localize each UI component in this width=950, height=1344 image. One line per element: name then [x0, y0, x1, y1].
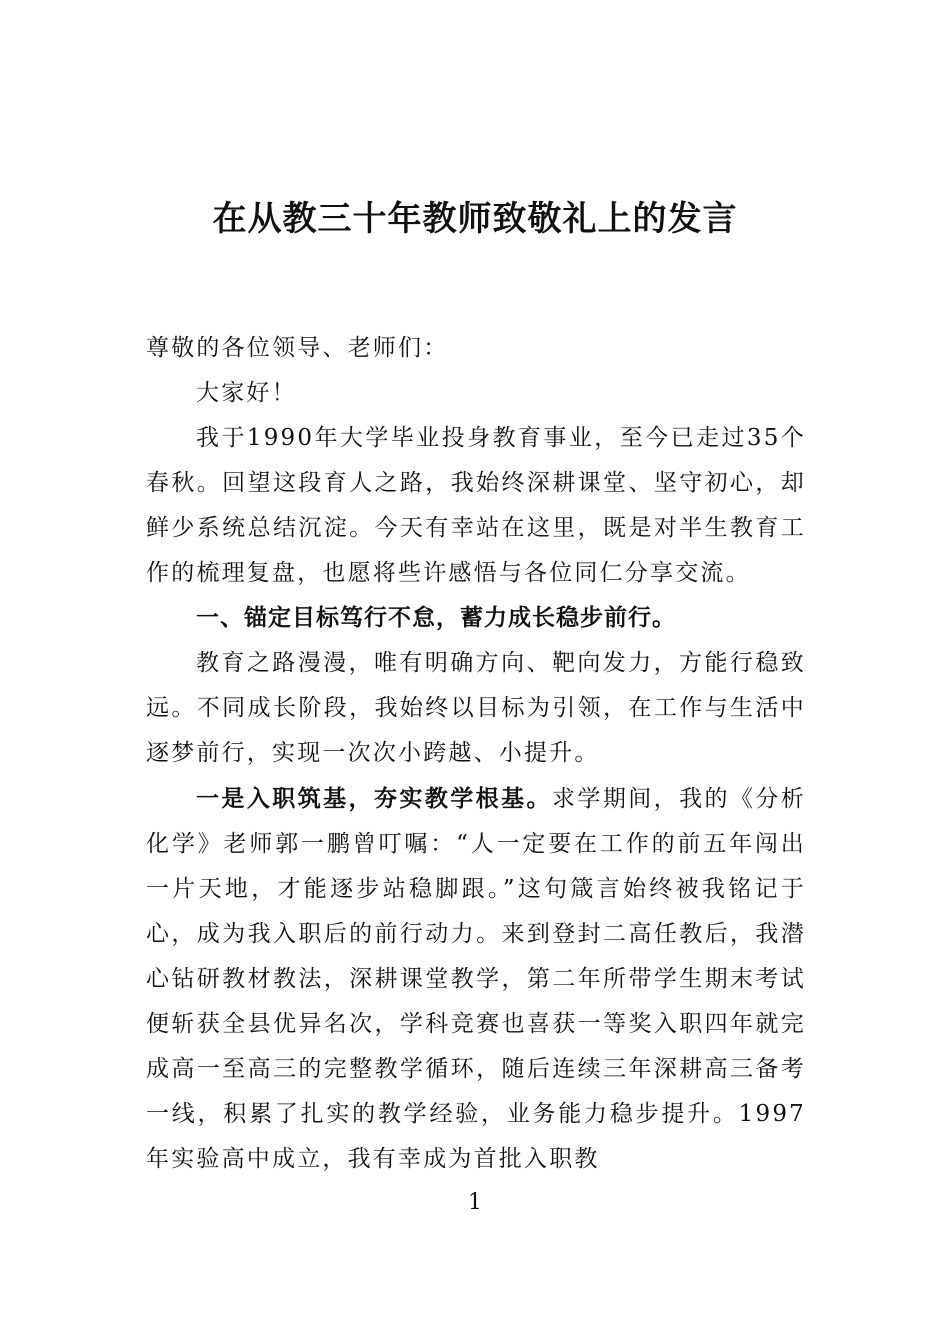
- document-body: [146, 326, 806, 1182]
- paragraph-lead-phrase: 一是入职筑基，夯实教学根基。: [196, 785, 552, 812]
- paragraph: [146, 776, 806, 1182]
- paragraph: 我于1990年大学毕业投身教育事业，至今已走过35个春秋。回望这段育人之路，我始终深耕课堂、坚守初心，却鲜少系统总结沉淀。今天有幸站在这里，既是对半生教育工作的梳理复盘，也愿将些许感悟与各位同仁分享交流。: [146, 425, 806, 586]
- paragraph: 教育之路漫漫，唯有明确方向、靶向发力，方能行稳致远。不同成长阶段，我始终以目标为引领，在工作与生活中逐梦前行，实现一次次小跨越、小提升。: [146, 650, 806, 766]
- greeting: 大家好！: [196, 380, 297, 406]
- section-heading: 一、锚定目标笃行不怠，蓄力成长稳步前行。: [196, 605, 676, 631]
- paragraph-body: 求学期间，我的《分析化学》老师郭一鹏曾叮嘱：“人一定要在工作的前五年闯出一片天地，才能逐步站稳脚跟。”这句箴言始终被我铭记于心，成为我入职后的前行动力。来到登封二高任教后，我潜心钻研教材教法，深耕课堂教学，第二年所带学生期末考试便斩获全县优异名次，学科竞赛也喜获一等奖入职四年就完成高一至高三的完整教学循环，随后连续三年深耕高三备考一线，积累了扎实的教学经验，业务能力稳步提升。1997年实验高中成立，我有幸成为首批入职教: [146, 786, 806, 1172]
- document-title: 在从教三十年教师致敬礼上的发言: [212, 199, 738, 239]
- page-number: 1: [468, 1190, 482, 1215]
- salutation: 尊敬的各位领导、老师们：: [146, 335, 449, 361]
